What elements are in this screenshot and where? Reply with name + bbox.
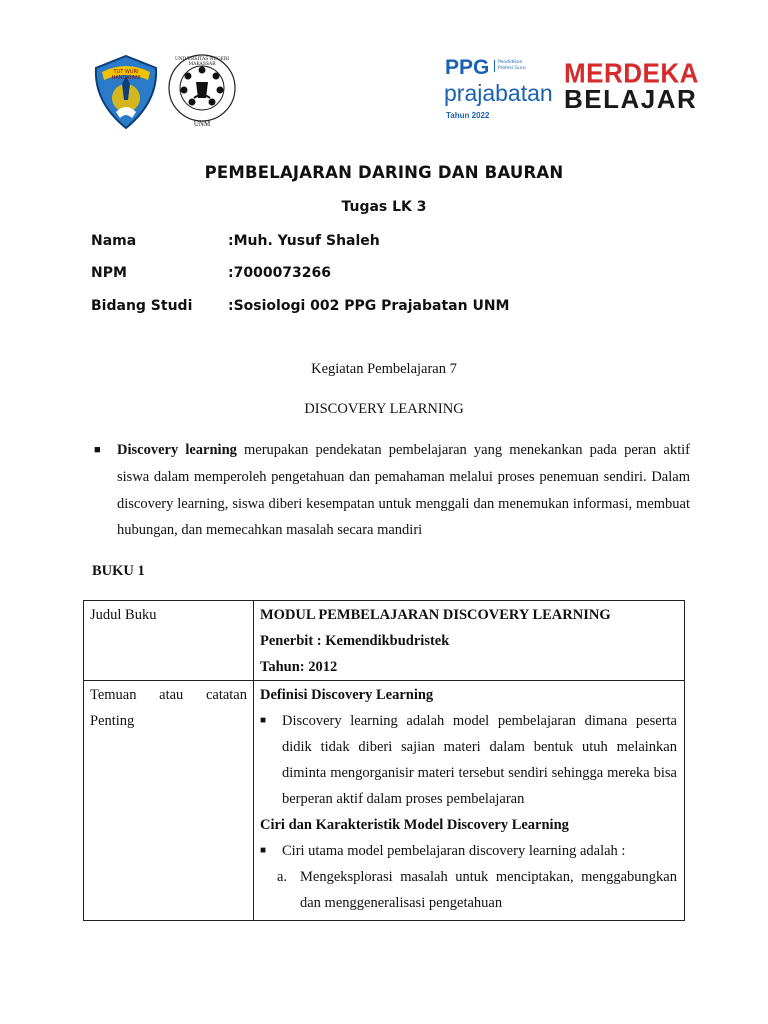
- cell-judul-value: [254, 601, 685, 681]
- page-title: PEMBELAJARAN DARING DAN BAURAN: [204, 163, 564, 182]
- page-subtitle: Tugas LK 3: [341, 199, 427, 215]
- unm-abbr: UNM: [193, 120, 211, 128]
- list-item: [260, 838, 677, 864]
- definition-text: Discovery learning adalah model pembelajaran dimana peserta didik tidak diberi sajian materi dalam bentuk utuh melainkan diminta mengorganisir materi tersebut sendiri sehingga mereka bisa berperan aktif dalam proses pembelajaran: [282, 713, 677, 807]
- book-table: [83, 600, 685, 921]
- book-year: Tahun: 2012: [260, 659, 338, 675]
- judul-buku-label: Judul Buku: [90, 607, 157, 623]
- kemendikbud-emblem-icon: [90, 54, 162, 130]
- ppg-tagline: Pendidikan Profesi Guru: [494, 60, 534, 72]
- item-a-text: Mengeksplorasi masalah untuk menciptakan, menggabungkan dan menggeneralisasi pengetahuan: [300, 869, 677, 911]
- table-row: [84, 681, 685, 921]
- intro-bold-term: Discovery learning: [117, 442, 237, 458]
- kemendikbud-motto: TUT WURI HANDAYANI: [111, 69, 141, 81]
- list-item: [260, 864, 677, 916]
- merdeka-wordmark: MERDEKA: [564, 57, 699, 89]
- book-publisher: Penerbit : Kemendikbudristek: [260, 633, 450, 649]
- info-label-nama: Nama: [91, 233, 137, 249]
- info-value-npm: :7000073266: [228, 265, 332, 281]
- intro-text: [117, 437, 690, 544]
- ppg-prajabatan-logo: [444, 56, 556, 124]
- prajabatan-wordmark: [444, 80, 553, 107]
- intro-body: merupakan pendekatan pembelajaran yang menekankan pada peran aktif siswa dalam memperoleh pengetahuan dan pemahaman melalui proses penemuan sendiri. Dalam discovery learning, siswa diberi kesempatan untuk menggali dan menemukan informasi, membuat hubungan, dan memecahkan masalah secara mandiri: [117, 442, 690, 539]
- activity-heading: Kegiatan Pembelajaran 7: [311, 361, 457, 377]
- cell-judul-label: [84, 601, 254, 681]
- ppg-year: Tahun 2022: [446, 111, 490, 120]
- book-title: MODUL PEMBELAJARAN DISCOVERY LEARNING: [260, 607, 611, 623]
- square-bullet-icon: ■: [94, 444, 101, 456]
- temuan-label-line2: Penting: [90, 713, 135, 729]
- list-marker-a: a.: [277, 869, 288, 885]
- info-value-nama: :Muh. Yusuf Shaleh: [228, 233, 380, 249]
- merdeka-belajar-logo: [564, 57, 699, 118]
- topic-heading: DISCOVERY LEARNING: [304, 401, 464, 417]
- unm-logo: [166, 52, 238, 130]
- belajar-wordmark: BELAJAR: [564, 84, 698, 114]
- square-bullet-icon: ■: [260, 715, 267, 726]
- book-label: BUKU 1: [92, 563, 145, 579]
- kemendikbud-logo: [90, 54, 162, 130]
- characteristics-intro: Ciri utama model pembelajaran discovery learning adalah :: [282, 843, 626, 859]
- unm-name: UNIVERSITAS NEGERI MAKASSAR: [174, 57, 230, 67]
- characteristics-heading: Ciri dan Karakteristik Model Discovery Learning: [260, 817, 569, 833]
- info-label-npm: NPM: [91, 265, 127, 281]
- temuan-label-line1: Temuan atau catatan: [90, 687, 247, 703]
- cell-temuan-label: [84, 681, 254, 921]
- intro-paragraph: [94, 437, 690, 544]
- definition-heading: Definisi Discovery Learning: [260, 687, 434, 703]
- list-item: [260, 708, 677, 812]
- table-row: [84, 601, 685, 681]
- info-value-bidang-studi: :Sosiologi 002 PPG Prajabatan UNM: [228, 298, 510, 314]
- square-bullet-icon: ■: [260, 845, 267, 856]
- cell-temuan-value: [254, 681, 685, 921]
- ppg-wordmark: PPG: [445, 56, 490, 79]
- prajabatan-text: prajabatan: [444, 80, 553, 106]
- info-label-bidang-studi: Bidang Studi: [91, 298, 193, 314]
